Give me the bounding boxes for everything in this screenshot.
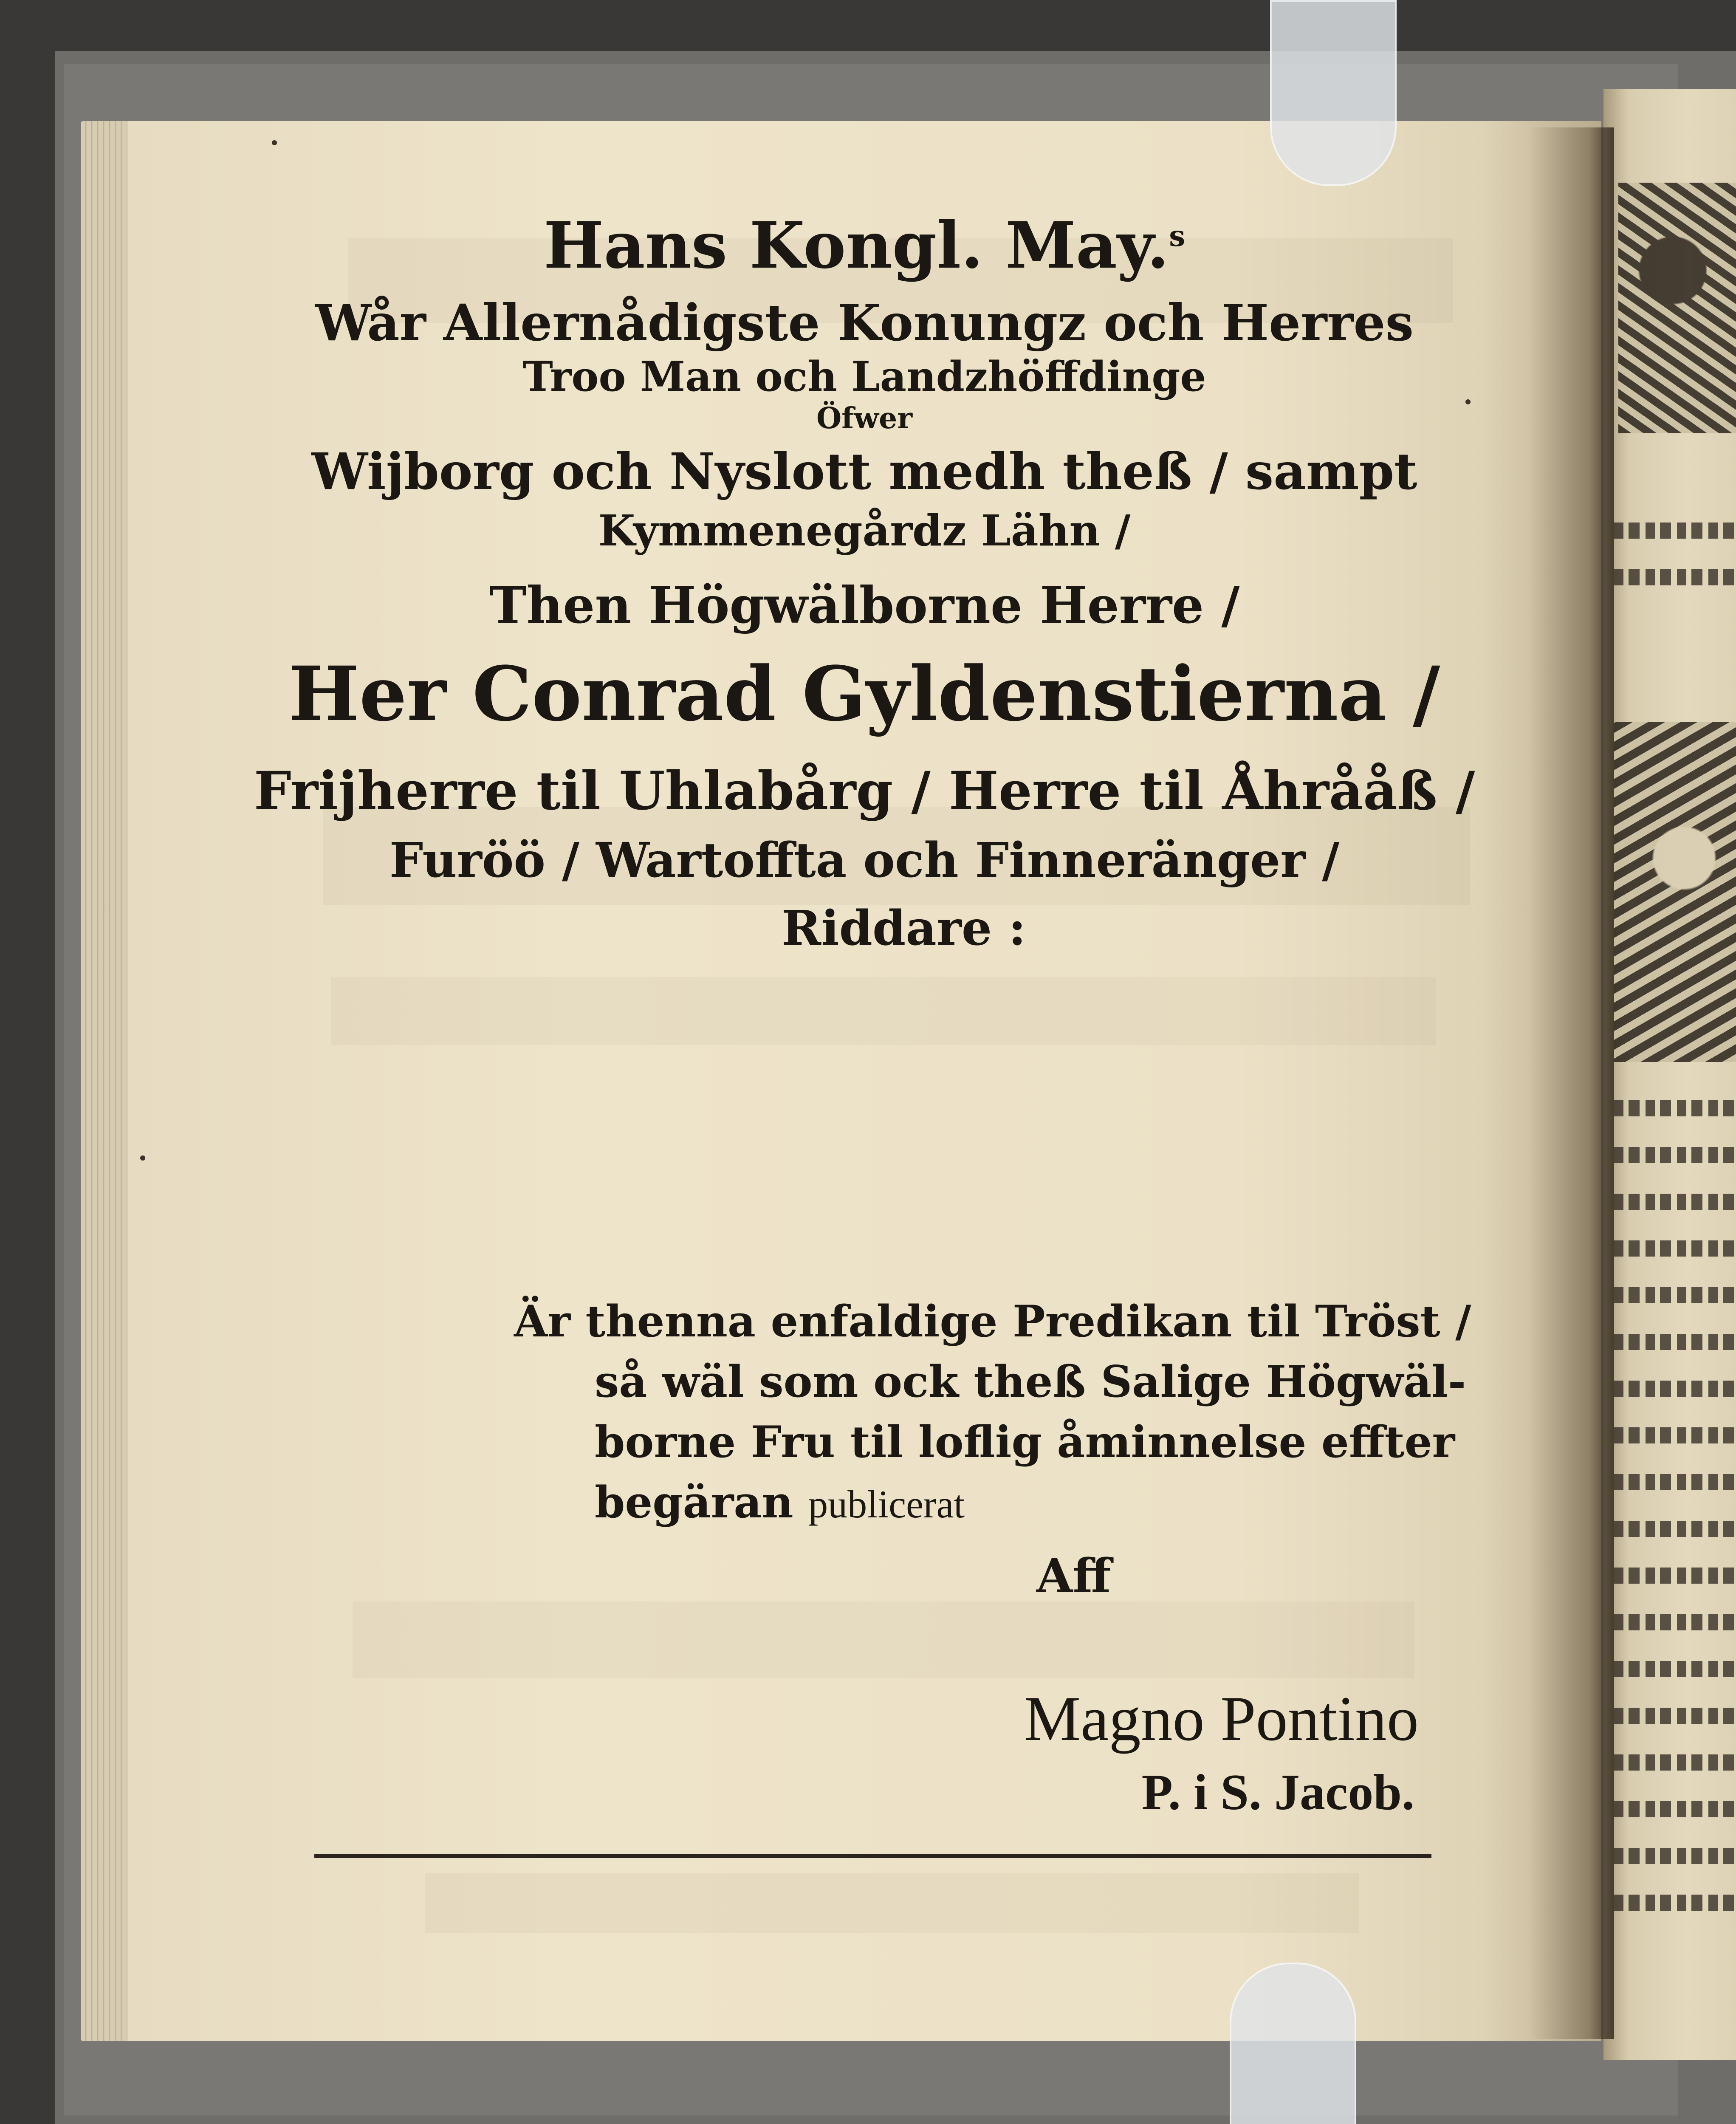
byline-aff: Aff <box>1036 1548 1111 1603</box>
title-line-5: Wijborg och Nyslott medh theß / sampt <box>311 442 1417 501</box>
facing-page-text-line <box>1614 1474 1736 1490</box>
paper-speck <box>272 140 277 145</box>
paper-speck <box>140 1155 145 1161</box>
bleed-through-band <box>425 1873 1359 1933</box>
title-line-1-text: Hans Kongl. May. <box>543 208 1169 283</box>
title-line-3: Troo Man och Landzhöffdinge <box>522 353 1206 401</box>
honoree-name: Her Conrad Gyldenstierna / <box>288 650 1440 738</box>
facing-page-text-line <box>1614 1381 1736 1397</box>
facing-page-text-line <box>1614 1754 1736 1771</box>
decorated-initial-top <box>1618 183 1736 433</box>
dedication-line-3: borne Fru til loflig åminnelse effter <box>595 1417 1455 1468</box>
facing-page-text-line <box>1614 1614 1736 1630</box>
facing-page-text-line <box>1614 1147 1736 1163</box>
facing-page-text-line <box>1614 1661 1736 1677</box>
dedication-line-4-bold: begäran <box>595 1477 793 1528</box>
facing-page-text-line <box>1614 569 1736 585</box>
title-line-2: Wår Allernådigste Konungz och Herres <box>315 293 1414 352</box>
title-line-1 <box>127 208 1601 283</box>
facing-page-text-line <box>1614 1287 1736 1303</box>
dedication-line-2: så wäl som ock theß Salige Högwäl- <box>595 1356 1466 1407</box>
facing-page-text-line <box>1614 1895 1736 1911</box>
title-line-4: Öfwer <box>816 401 913 435</box>
title-line-11: Riddare : <box>782 901 1026 956</box>
facing-page-text-line <box>1614 523 1736 539</box>
facing-page-text-line <box>1614 1708 1736 1724</box>
author-name: Magno Pontino <box>1024 1683 1419 1754</box>
bottom-rule <box>314 1854 1431 1858</box>
facing-page-text-line <box>1614 1194 1736 1210</box>
title-line-10: Furöö / Wartoffta och Finneränger / <box>389 833 1340 888</box>
dedication-line-4 <box>514 1472 1448 1534</box>
dedication-line-4-normal: publicerat <box>808 1483 965 1526</box>
facing-page-text-line <box>1614 1801 1736 1817</box>
title-line-6: Kymmenegårdz Lähn / <box>598 506 1131 556</box>
facing-page-text-line <box>1614 1427 1736 1443</box>
facing-page-text-line <box>1614 1240 1736 1257</box>
paper-speck <box>1465 399 1471 404</box>
plastic-clip-bottom <box>1230 1963 1356 2124</box>
dedication-line-1: Är thenna enfaldige Predikan til Tröst / <box>514 1296 1471 1347</box>
facing-page-text-line <box>1614 1521 1736 1537</box>
facing-page-text-line <box>1614 1100 1736 1116</box>
bleed-through-band <box>353 1601 1414 1678</box>
decorated-initial-middle <box>1614 722 1736 1062</box>
plastic-clip-top <box>1270 0 1397 186</box>
title-line-7: Then Högwälborne Herre / <box>489 576 1240 635</box>
title-line-9: Frijherre til Uhlabårg / Herre til Åhrååß / <box>254 760 1475 822</box>
author-post: P. i S. Jacob. <box>1141 1764 1414 1820</box>
bleed-through-band <box>331 977 1436 1045</box>
facing-page-text-line <box>1614 1334 1736 1350</box>
facing-page-text-line <box>1614 1848 1736 1864</box>
title-line-1-superscript: s <box>1169 219 1186 253</box>
dedication-paragraph <box>514 1291 1471 1534</box>
facing-page-text-line <box>1614 1568 1736 1584</box>
